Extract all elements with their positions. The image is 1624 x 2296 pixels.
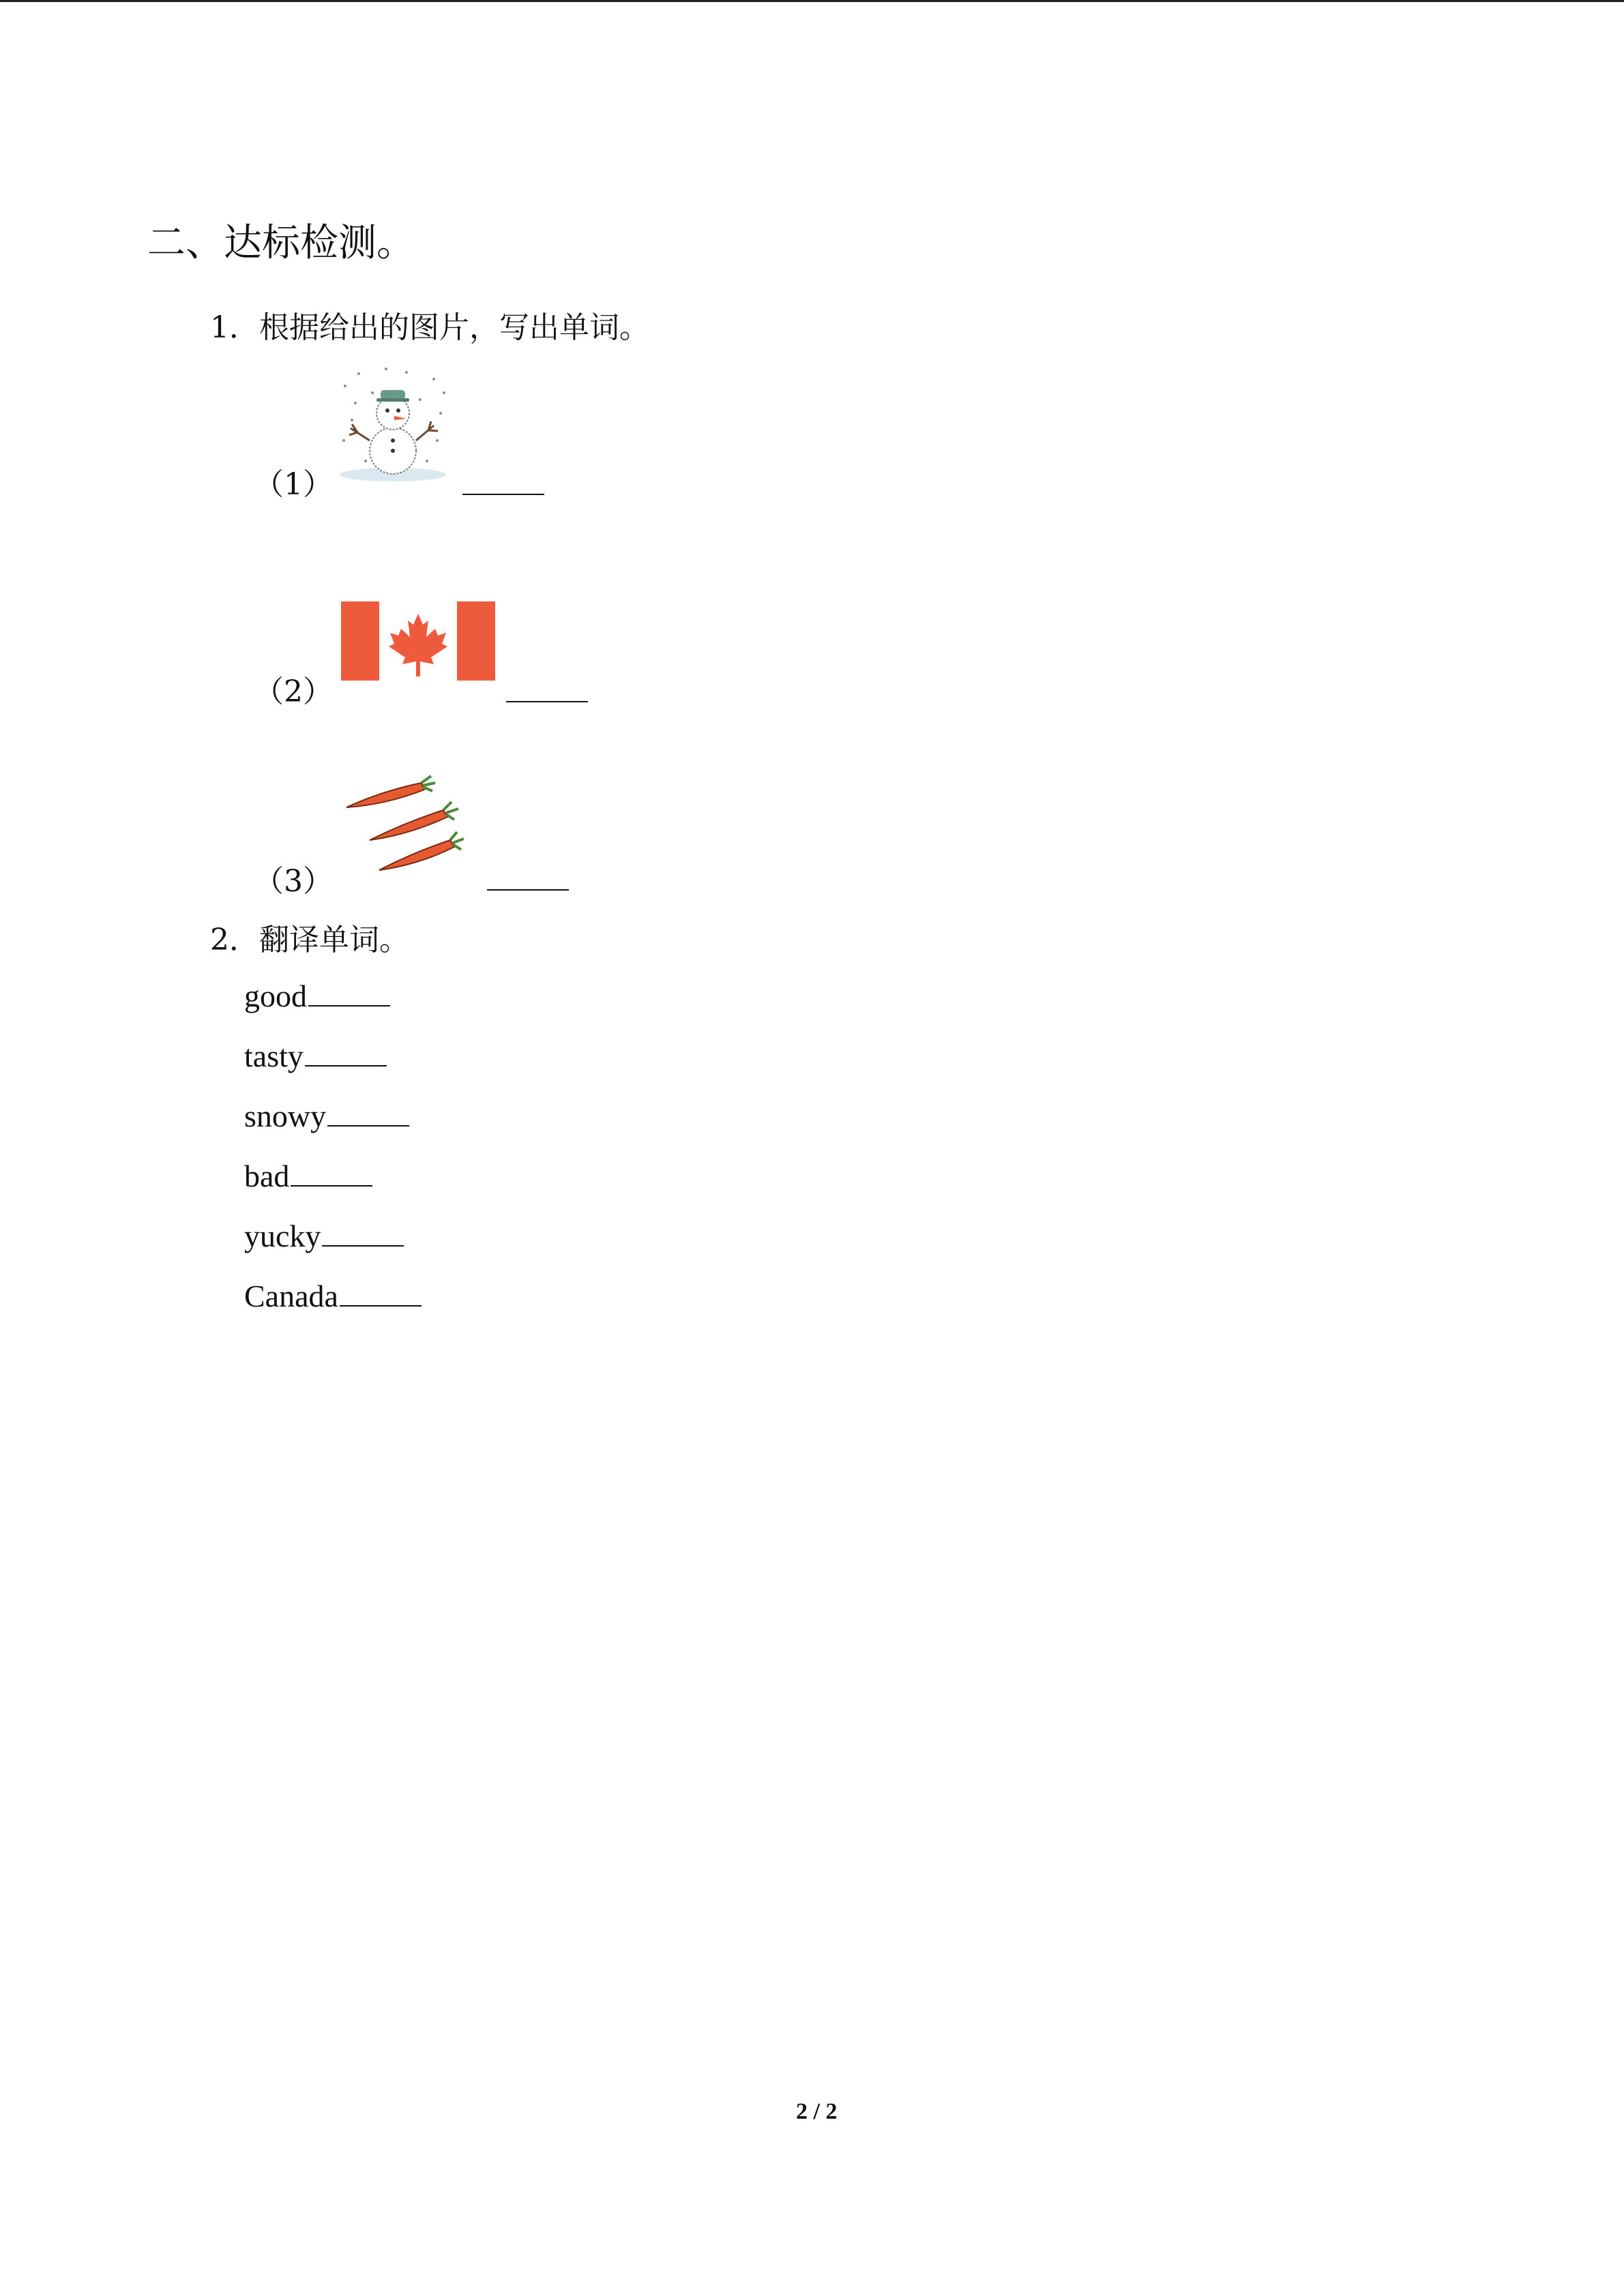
page-number: 2 / 2: [796, 2099, 838, 2124]
translate-word-label: bad: [244, 1159, 290, 1193]
translate-word-row: [244, 1098, 409, 1134]
translate-word-label: snowy: [244, 1099, 327, 1133]
translate-word-label: Canada: [244, 1279, 338, 1313]
translate-word-row: [244, 1038, 387, 1074]
question-2-title: 2．翻译单词。: [210, 923, 409, 957]
item-3-answer-blank[interactable]: [487, 889, 569, 891]
snowman-icon: [338, 366, 447, 481]
item-2-answer-blank[interactable]: [506, 701, 588, 702]
translate-word-label: tasty: [244, 1039, 304, 1073]
top-border-line: [0, 0, 1624, 2]
translate-word-label: yucky: [244, 1219, 321, 1253]
section-title: 二、达标检测。: [147, 221, 415, 265]
item-1-answer-blank[interactable]: [462, 494, 544, 495]
translate-word-row: [244, 1278, 422, 1314]
translate-word-label: good: [244, 979, 307, 1013]
item-2-number: （2）: [254, 674, 333, 709]
translate-answer-blank[interactable]: [291, 1162, 372, 1187]
carrots-icon: [341, 775, 464, 877]
translate-word-row: [244, 978, 390, 1014]
translate-word-row: [244, 1218, 404, 1254]
translate-answer-blank[interactable]: [308, 982, 390, 1007]
translate-word-row: [244, 1158, 372, 1194]
item-1-number: （1）: [254, 467, 333, 502]
translate-answer-blank[interactable]: [322, 1222, 404, 1247]
translate-answer-blank[interactable]: [305, 1042, 387, 1067]
translate-answer-blank[interactable]: [340, 1282, 422, 1307]
question-1-title: 1．根据给出的图片，写出单词。: [210, 310, 649, 345]
translate-answer-blank[interactable]: [327, 1102, 409, 1127]
item-3-number: （3）: [254, 864, 333, 899]
canada-flag-icon: [329, 581, 502, 701]
